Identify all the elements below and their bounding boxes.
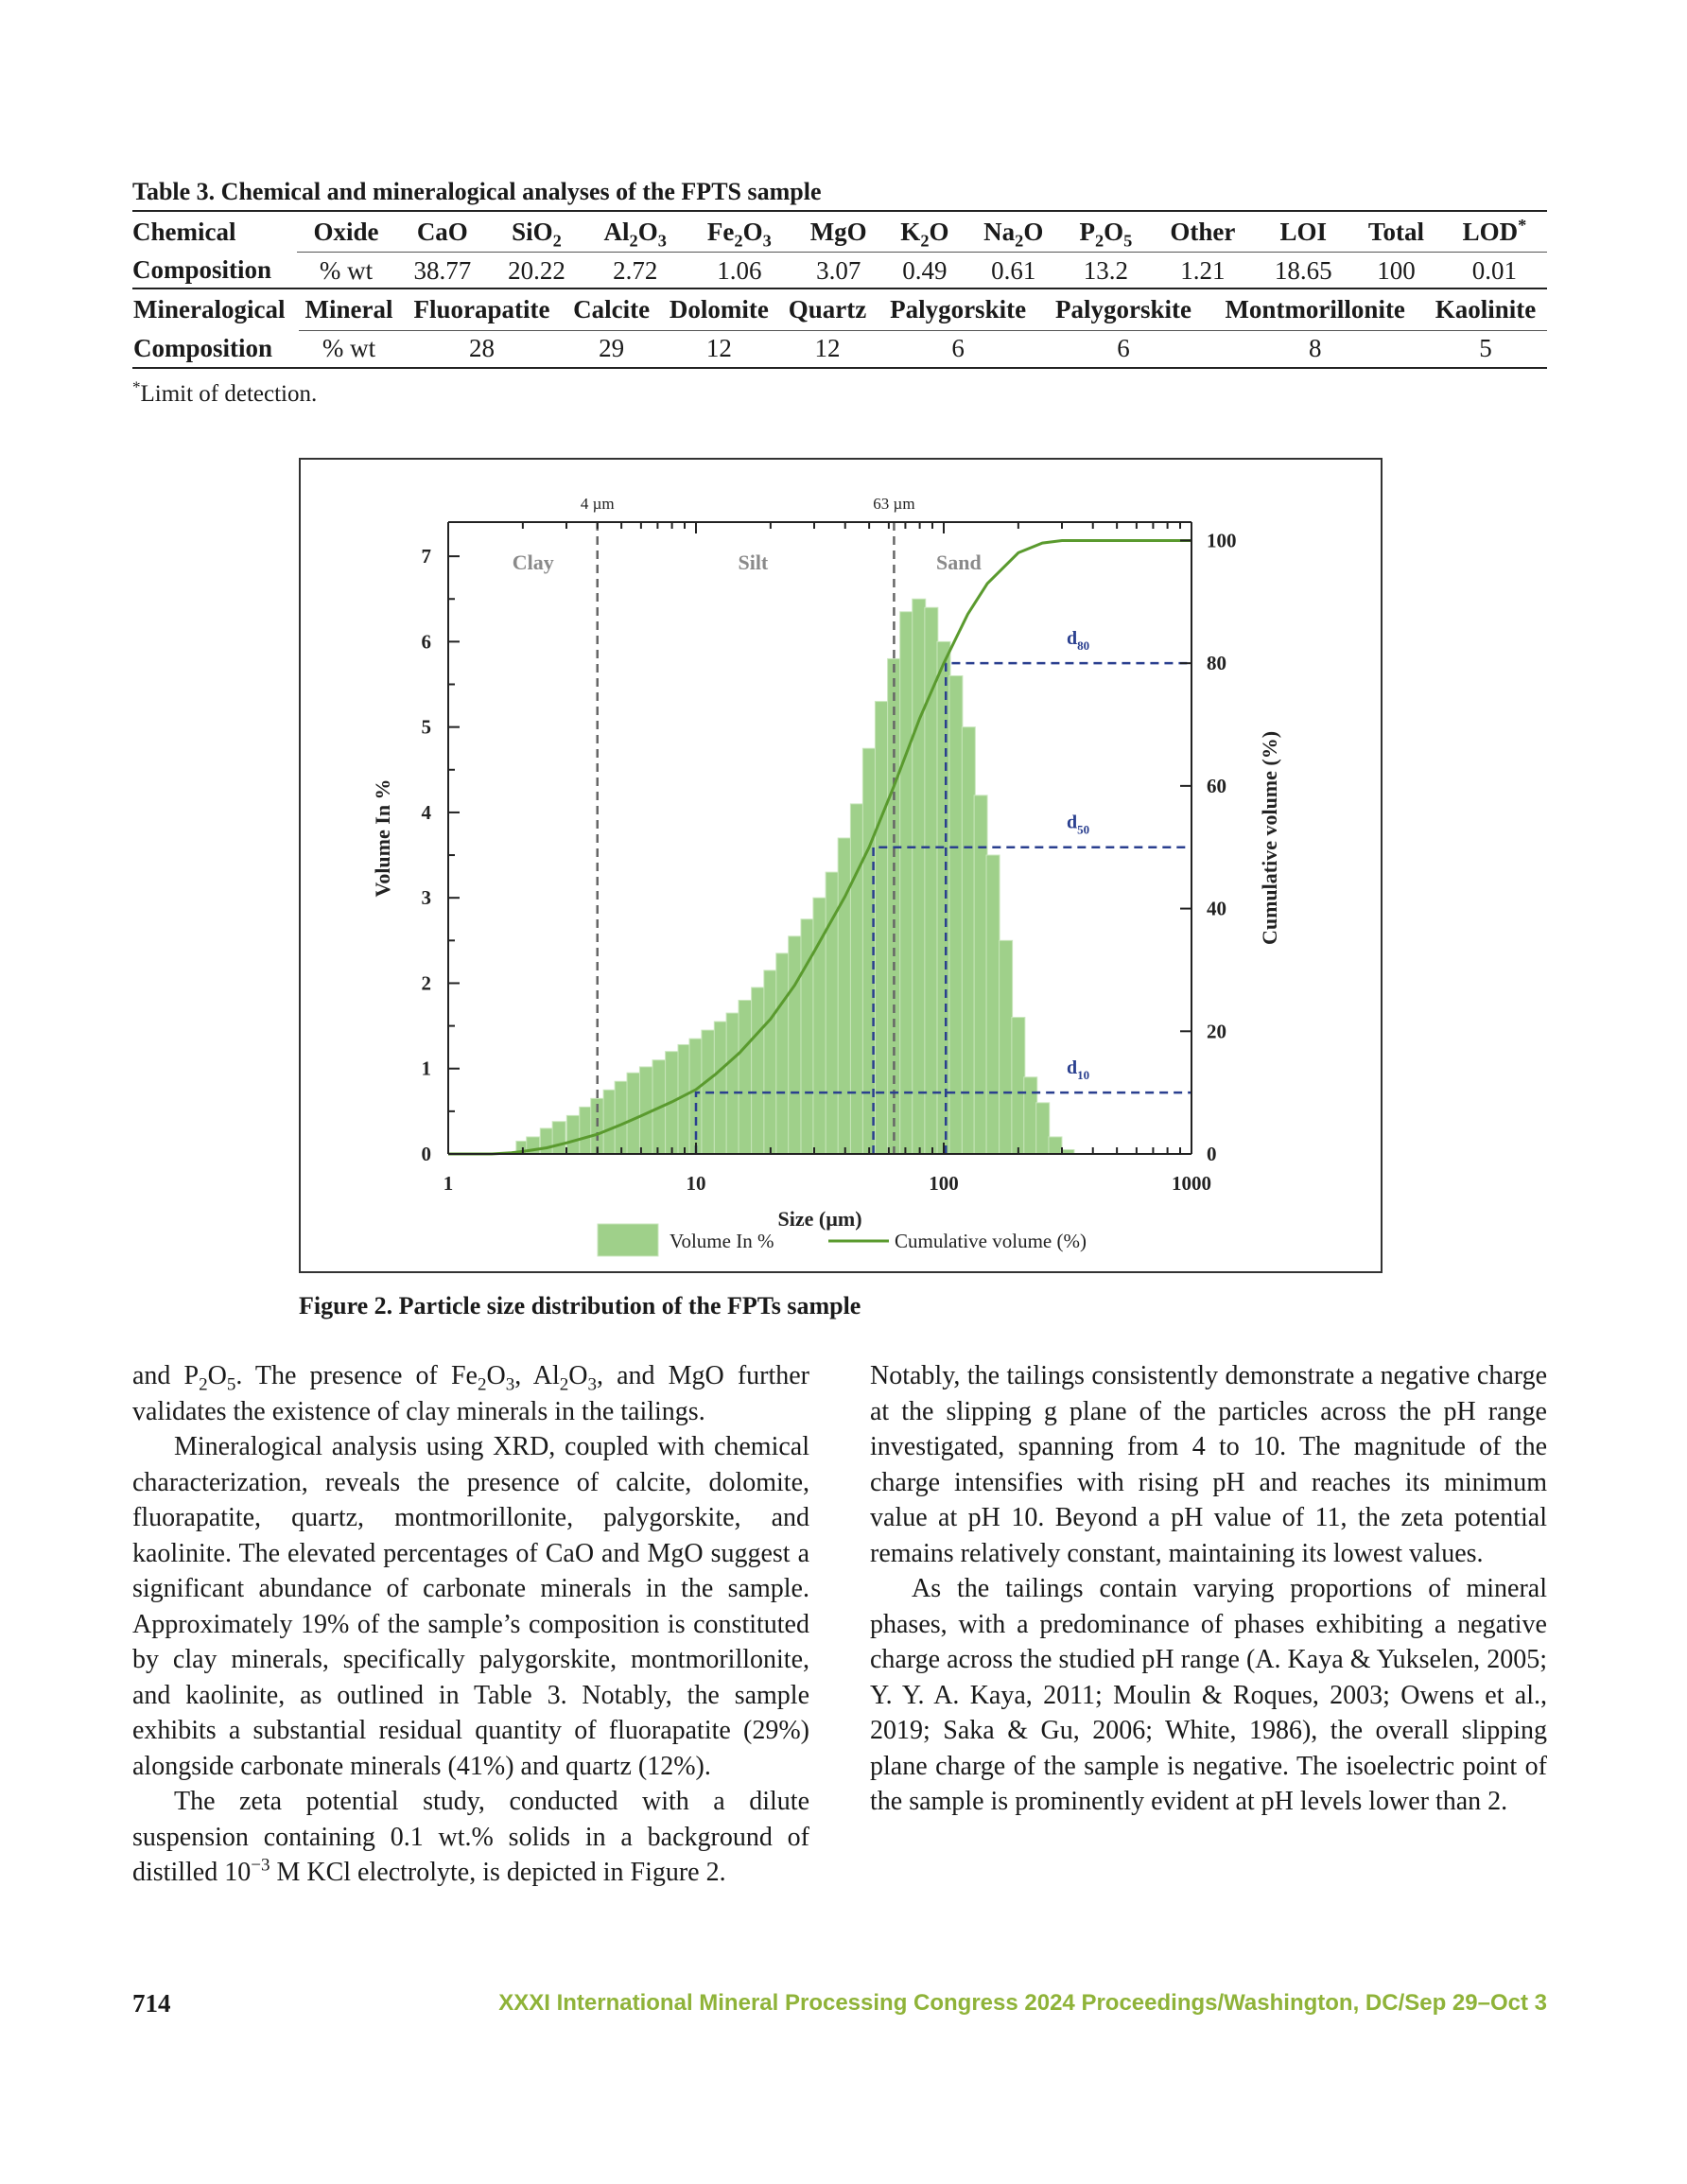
bar (627, 1073, 640, 1154)
bar (540, 1128, 553, 1154)
bar (986, 855, 1000, 1154)
figure-caption: Figure 2. Particle size distribution of the FPTs sample (299, 1292, 861, 1319)
bar (1024, 1077, 1037, 1154)
x-axis-label: Size (µm) (777, 1207, 862, 1231)
value-cell: 28 (399, 330, 565, 368)
col-header: CaO (395, 211, 490, 253)
oxide-header: Oxide (297, 211, 395, 253)
figure-frame (299, 458, 1383, 1273)
running-footer: XXXI International Mineral Processing Congress 2024 Proceedings/Washington, DC/Sep 29–Oct 3 (498, 1990, 1547, 2016)
bar (789, 936, 802, 1154)
y2-tick-label: 100 (1207, 529, 1237, 552)
percentile-label: $d_{10}$ (1067, 1057, 1090, 1083)
y2-tick-label: 20 (1207, 1020, 1226, 1043)
legend-bar-label: Volume In % (670, 1230, 774, 1252)
unit-cell: % wt (297, 253, 395, 289)
table-footnote: *Limit of detection. (132, 377, 318, 407)
value-cell: 0.61 (965, 253, 1063, 289)
bar (813, 898, 826, 1154)
mineral-table (132, 288, 1547, 369)
mineral-col-header: Palygorskite (1041, 288, 1207, 330)
bar (776, 953, 790, 1154)
value-cell: 0.49 (885, 253, 965, 289)
col-header: $Na_2O$ (965, 211, 1063, 253)
col-header: $Fe_2O_3$ (687, 211, 791, 253)
bar (739, 1001, 752, 1154)
x-tick-label: 100 (929, 1172, 959, 1195)
col-header: LOD* (1442, 211, 1547, 253)
paragraph: As the tailings contain varying proportions of mineral phases, with a predominance of phases exhibiting a negative charge across the studied pH range (A. Kaya & Yukselen, 2005; Y. Y. A. Kaya, 2011; Moulin & Roques, 2003; Owens et al., 2019; Saka & Gu, 2006; White, 1986), the overall slipping plane charge of the sample is negative. The isoelectric point of the sample is prominently evident at pH levels lower than 2. (870, 1574, 1547, 1816)
y-tick-label: 7 (421, 545, 431, 568)
value-cell: 6 (1041, 330, 1207, 368)
y-tick-label: 5 (421, 715, 431, 739)
body-column-left (132, 1358, 809, 1891)
y-tick-label: 6 (421, 630, 431, 654)
bar (1036, 1103, 1050, 1154)
bar (937, 641, 950, 1154)
value-cell: 5 (1424, 330, 1547, 368)
col-header: $K_2O$ (885, 211, 965, 253)
value-cell: 38.77 (395, 253, 490, 289)
mineral-col-header: Calcite (565, 288, 658, 330)
mineral-col-header: Kaolinite (1424, 288, 1547, 330)
value-cell: 3.07 (792, 253, 885, 289)
mineralogical-label: Mineralogical (132, 288, 299, 330)
col-header: SiO$_2$ (490, 211, 584, 253)
value-cell: 20.22 (490, 253, 584, 289)
particle-size-chart (301, 460, 1381, 1271)
body-column-right (870, 1358, 1547, 1820)
bar (962, 727, 975, 1154)
mineral-header: Mineral (299, 288, 399, 330)
y2-tick-label: 80 (1207, 652, 1226, 675)
value-cell: 8 (1206, 330, 1424, 368)
chemical-label: Chemical (132, 211, 297, 253)
bar (615, 1081, 628, 1154)
value-cell: 18.65 (1256, 253, 1350, 289)
chemical-label-line2: Composition (132, 255, 272, 285)
y-tick-label: 0 (421, 1143, 431, 1165)
mineral-col-header: Dolomite (658, 288, 779, 330)
bar (850, 804, 863, 1154)
bar (552, 1122, 565, 1154)
mineral-col-header: Palygorskite (876, 288, 1041, 330)
bar (974, 795, 987, 1154)
value-cell: 0.01 (1442, 253, 1547, 289)
mineral-col-header: Quartz (779, 288, 875, 330)
y-tick-label: 4 (421, 800, 431, 824)
bar (566, 1115, 580, 1154)
page-number: 714 (132, 1989, 171, 2018)
region-label: Sand (936, 550, 982, 574)
table-caption: Table 3. Chemical and mineralogical analyses of the FPTS sample (132, 178, 822, 205)
value-cell: 12 (779, 330, 875, 368)
region-label: Silt (738, 550, 769, 574)
value-cell: 1.21 (1149, 253, 1256, 289)
mineralogical-label-line2: Composition (132, 330, 299, 368)
y2-tick-label: 40 (1207, 897, 1226, 920)
value-cell: 1.06 (687, 253, 791, 289)
bar (913, 599, 926, 1154)
value-cell: 13.2 (1063, 253, 1150, 289)
legend-line-label: Cumulative volume (%) (895, 1230, 1087, 1252)
paragraph: and $P_2O_5$. The presence of $Fe_2O_3$, $Al_2O_3$, and MgO further validates the existence of clay minerals in the tailings. (132, 1361, 810, 1426)
paragraph: The zeta potential study, conducted with a dilute suspension containing 0.1 wt.% solids in a background of distilled $10^{-3}$ M KCl electrolyte, is depicted in Figure 2. (132, 1787, 809, 1887)
y2-tick-label: 60 (1207, 774, 1226, 797)
y-tick-label: 2 (421, 971, 431, 995)
paragraph: Mineralogical analysis using XRD, coupled with chemical characterization, reveals the presence of calcite, dolomite, fluorapatite, quartz, montmorillonite, palygorskite, and kaolinite. The elevated percentages of CaO and MgO suggest a significant abundance of carbonate minerals in the sample. Approximately 19% of the sample’s composition is constituted by clay minerals, specifically palygorskite, montmorillonite, and kaolinite, as outlined in Table 3. Notably, the sample exhibits a substantial residual quantity of fluorapatite (29%) alongside carbonate minerals (41%) and quartz (12%). (132, 1432, 809, 1781)
value-cell: 12 (658, 330, 779, 368)
col-header: Other (1149, 211, 1256, 253)
percentile-label: $d_{80}$ (1067, 628, 1090, 654)
bar (875, 702, 888, 1154)
x-tick-label: 10 (686, 1172, 706, 1195)
bar (1000, 940, 1013, 1154)
bar (764, 970, 777, 1154)
bar (1012, 1018, 1025, 1154)
y2-tick-label: 0 (1207, 1143, 1217, 1165)
bar (1049, 1137, 1062, 1154)
y-axis-label: Volume In % (371, 778, 394, 898)
bar (714, 1022, 727, 1154)
boundary-label: 4 µm (580, 495, 615, 513)
x-tick-label: 1 (443, 1172, 454, 1195)
bar (826, 872, 839, 1154)
region-label: Clay (512, 550, 554, 574)
mineral-col-header: Fluorapatite (399, 288, 565, 330)
value-cell: 6 (876, 330, 1041, 368)
legend-bar-swatch (598, 1224, 658, 1256)
bar (726, 1013, 739, 1154)
value-cell: 100 (1350, 253, 1442, 289)
value-cell: 2.72 (583, 253, 687, 289)
col-header: LOI (1256, 211, 1350, 253)
bar (752, 987, 765, 1154)
boundary-label: 63 µm (873, 495, 915, 513)
percentile-label: $d_{50}$ (1067, 812, 1090, 837)
y2-axis-label: Cumulative volume (%) (1258, 730, 1281, 946)
y-tick-label: 3 (421, 886, 431, 910)
value-cell: 29 (565, 330, 658, 368)
y-tick-label: 1 (421, 1057, 431, 1080)
col-header: $P_2O_5$ (1063, 211, 1150, 253)
bar (900, 612, 913, 1154)
composition-table (132, 210, 1547, 288)
col-header: $Al_2O_3$ (583, 211, 687, 253)
col-header: MgO (792, 211, 885, 253)
mineral-col-header: Montmorillonite (1206, 288, 1424, 330)
paragraph: Notably, the tailings consistently demonstrate a negative charge at the slipping g plane of the particles across the pH range investigated, spanning from 4 to 10. The magnitude of the charge intensifies with rising pH and reaches its minimum value at pH 10. Beyond a pH value of 11, the zeta potential remains relatively constant, maintaining its lowest values. (870, 1361, 1547, 1568)
col-header: Total (1350, 211, 1442, 253)
x-tick-label: 1000 (1172, 1172, 1211, 1195)
unit-cell: % wt (299, 330, 399, 368)
bar (949, 675, 963, 1154)
